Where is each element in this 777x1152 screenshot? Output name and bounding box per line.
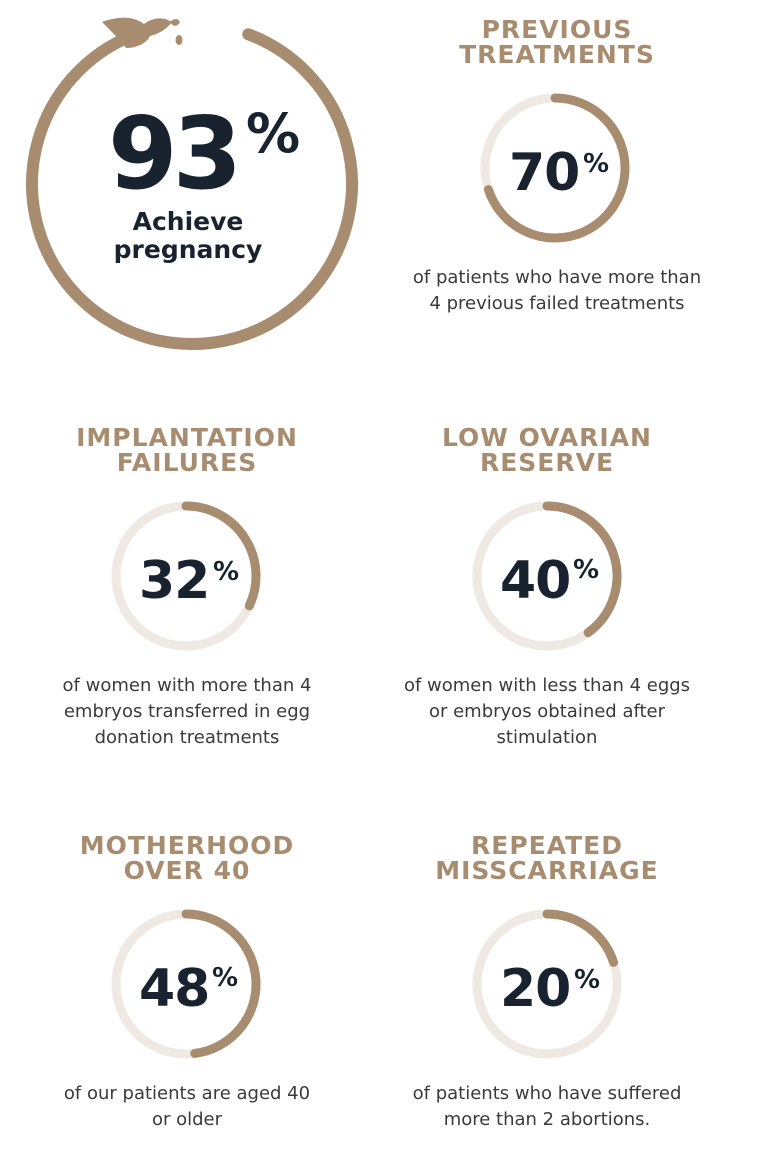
stat-description-line1: of patients who have more than xyxy=(412,267,702,288)
stat-description-line2: more than 2 abortions. xyxy=(443,1109,651,1130)
stat-heading-line2: FAILURES xyxy=(116,448,258,477)
stat-heading-line1: REPEATED xyxy=(470,831,624,860)
stat-heading-line2: OVER 40 xyxy=(123,856,251,885)
stat-description-line1: of women with less than 4 eggs xyxy=(403,675,691,696)
stat-description-line2: 4 previous failed treatments xyxy=(429,293,685,314)
stat-heading xyxy=(397,833,697,883)
stat-description-line1: of our patients are aged 40 xyxy=(63,1083,311,1104)
stat-description xyxy=(30,673,344,751)
stat-heading xyxy=(407,17,707,67)
stat-description-line2: embryos transferred in egg xyxy=(63,701,311,722)
stat-description-line1: of women with more than 4 xyxy=(62,675,312,696)
hero-value: 93 xyxy=(108,95,238,212)
stat-heading-line1: IMPLANTATION xyxy=(76,423,298,452)
stat-value: 48 xyxy=(139,959,210,1019)
stat-heading-line2: RESERVE xyxy=(479,448,615,477)
stat-description-line3: stimulation xyxy=(496,727,598,748)
stat-percent: % xyxy=(573,555,600,585)
ring-progress-arc xyxy=(547,914,614,962)
stat-description xyxy=(390,673,704,751)
stat-percent: % xyxy=(583,149,610,179)
stat-heading-line1: LOW OVARIAN xyxy=(442,423,652,452)
stat-heading-line1: PREVIOUS xyxy=(481,15,633,44)
stat-percent: % xyxy=(213,557,240,587)
stat-value: 70 xyxy=(509,143,580,203)
stat-heading xyxy=(397,425,697,475)
stat-heading-line2: TREATMENTS xyxy=(459,40,655,69)
stat-description-line2: or older xyxy=(151,1109,223,1130)
stat-heading xyxy=(37,425,337,475)
stat-description-line2: or embryos obtained after xyxy=(428,701,666,722)
stat-value: 20 xyxy=(500,959,571,1019)
stat-value: 32 xyxy=(139,551,210,611)
stat-heading xyxy=(37,833,337,883)
stat-value: 40 xyxy=(500,551,571,611)
stat-description-line3: donation treatments xyxy=(94,727,280,748)
stat-description-line1: of patients who have suffered xyxy=(412,1083,682,1104)
hero-label xyxy=(100,208,276,264)
hero-label-line1: Achieve xyxy=(132,207,244,236)
stat-description xyxy=(390,1081,704,1133)
stat-description xyxy=(30,1081,344,1133)
stat-percent: % xyxy=(574,965,601,995)
stat-percent: % xyxy=(212,963,239,993)
stat-description xyxy=(400,265,714,317)
stat-heading-line1: MOTHERHOOD xyxy=(79,831,295,860)
hero-percent: % xyxy=(246,102,301,165)
hero-label-line2: pregnancy xyxy=(113,235,263,264)
stat-heading-line2: MISSCARRIAGE xyxy=(435,856,659,885)
